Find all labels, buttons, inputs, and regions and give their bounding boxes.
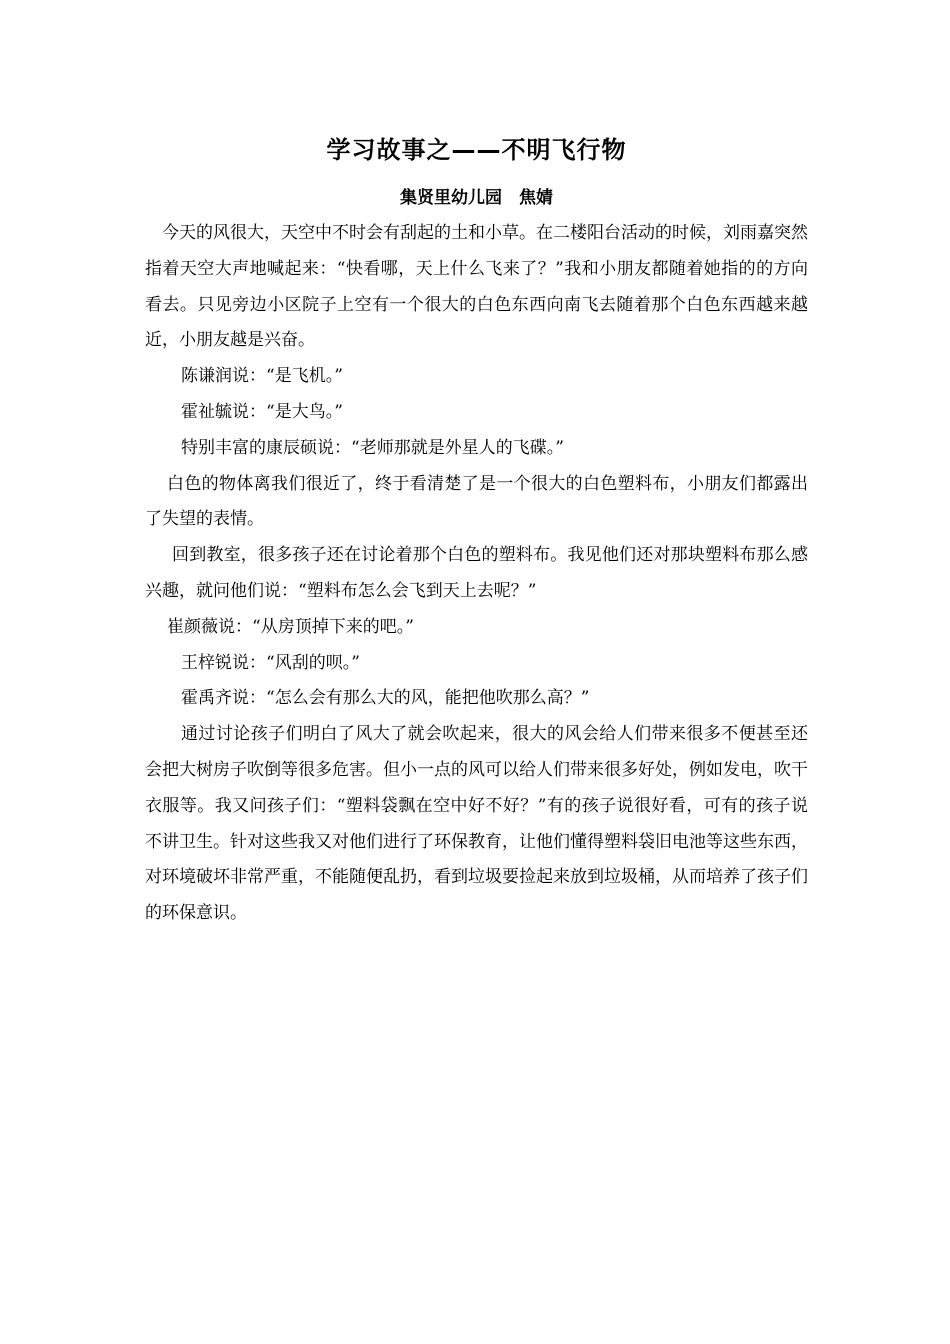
paragraph-3: 霍祉毓说：“是大鸟。” [181, 401, 343, 422]
paragraph-1: 今天的风很大，天空中不时会有刮起的土和小草。在二楼阳台活动的时候，刘雨嘉突然指着天空大声地喊起来：“快看哪，天上什么飞来了？”我和小朋友都随着她指的的方向看去。只见旁边小区院子上空有一个很大的白色东西向南飞去随着那个白色东西越来越近，小朋友越是兴奋。 [145, 223, 808, 351]
paragraph-7: 崔颜薇说：“从房顶掉下来的吧。” [167, 616, 414, 637]
paragraph-10: 通过讨论孩子们明白了风大了就会吹起来，很大的风会给人们带来很多不便甚至还会把大树房子吹倒等很多危害。但小一点的风可以给人们带来很多好处，例如发电，吹干衣服等。我又问孩子们：“塑料袋飘在空中好不好？”有的孩子说很好看，可有的孩子说不讲卫生。针对这些我又对他们进行了环保教育，让他们懂得塑料袋旧电池等这些东西，对环境破坏非常严重，不能随便乱扔，看到垃圾要捡起来放到垃圾桶，从而培养了孩子们的环保意识。 [145, 724, 808, 924]
document-title: 学习故事之——不明飞行物 [326, 136, 627, 164]
paragraph-6: 回到教室，很多孩子还在讨论着那个白色的塑料布。我见他们还对那块塑料布那么感兴趣，就问他们说：“塑料布怎么会飞到天上去呢？” [145, 545, 808, 601]
paragraph-2: 陈谦润说：“是飞机。” [181, 366, 343, 387]
paragraph-9: 霍禹齐说：“怎么会有那么大的风，能把他吹那么高？” [181, 688, 590, 709]
document-page [145, 120, 808, 932]
paragraph-4: 特别丰富的康辰硕说：“老师那就是外星人的飞碟。” [181, 437, 564, 458]
document-author: 集贤里幼儿园 焦婧 [400, 188, 553, 208]
paragraph-8: 王梓锐说：“风刮的呗。” [181, 652, 360, 673]
paragraph-5: 白色的物体离我们很近了，终于看清楚了是一个很大的白色塑料布，小朋友们都露出了失望的表情。 [145, 473, 808, 530]
